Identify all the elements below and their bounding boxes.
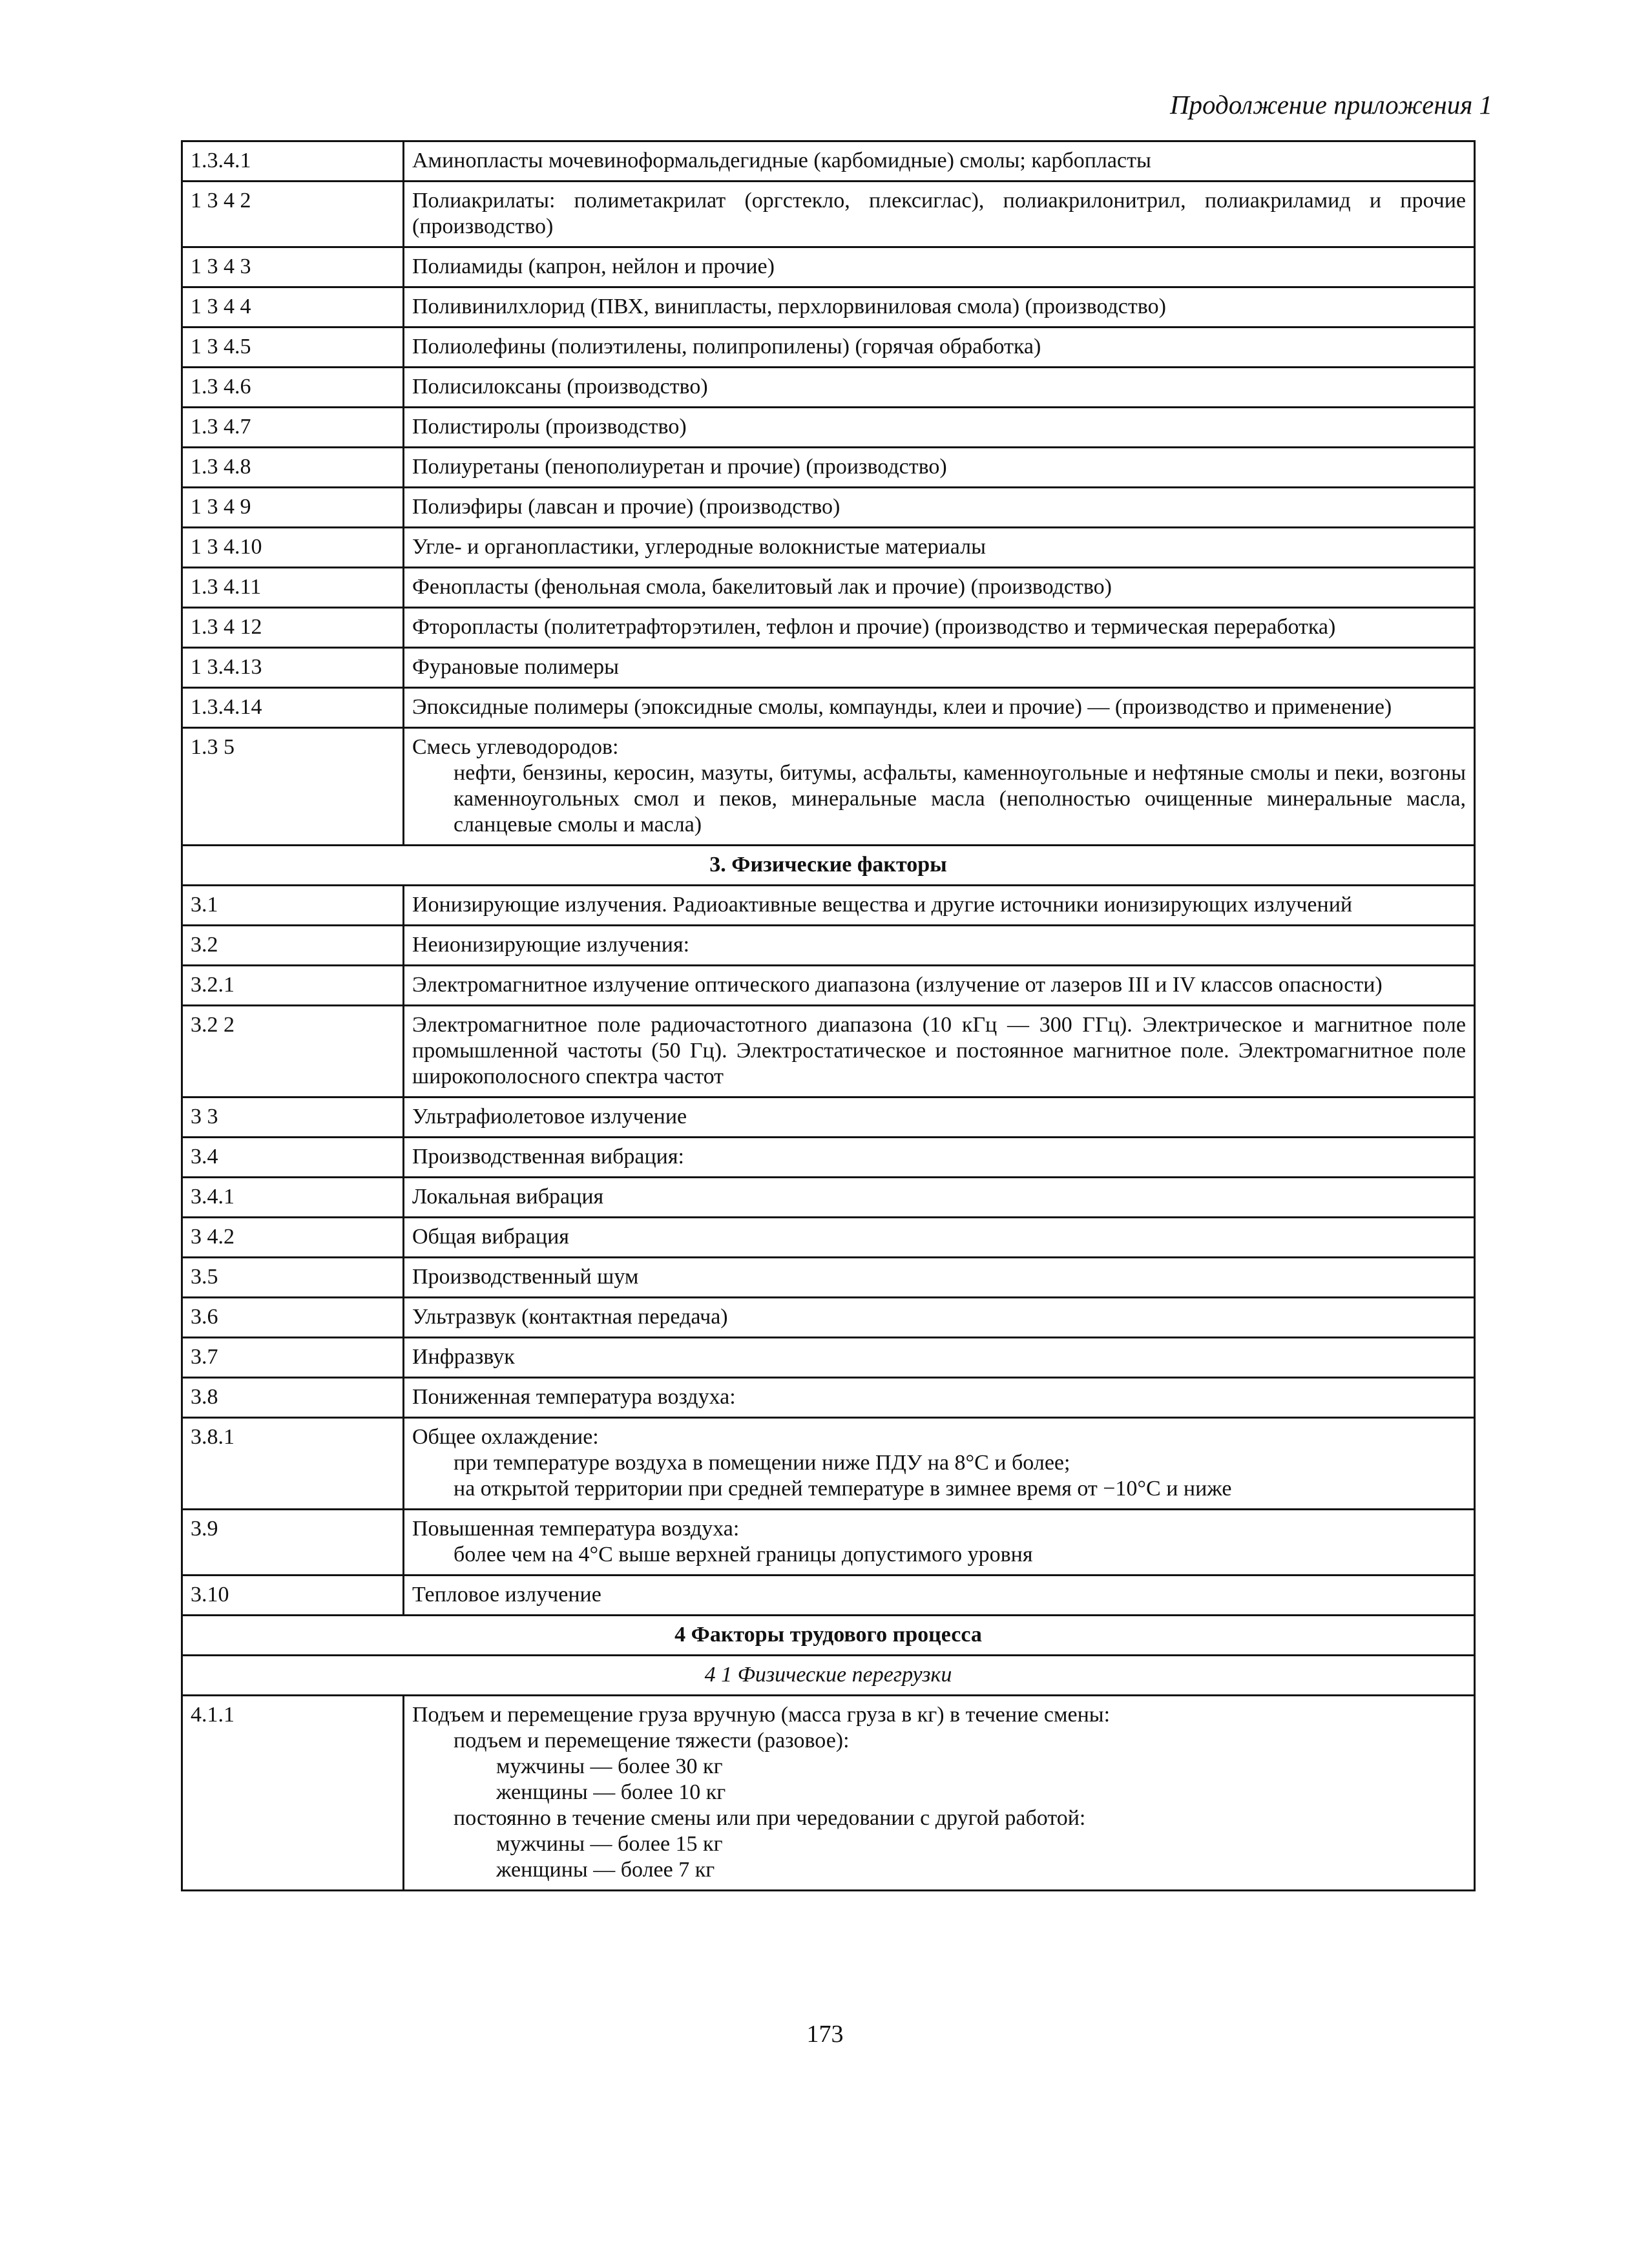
- factor-code: 3.6: [182, 1298, 404, 1338]
- factor-code: 1.3.4.1: [182, 141, 404, 182]
- factor-description: [404, 182, 1475, 247]
- factor-description: [404, 568, 1475, 608]
- factor-code: 4.1.1: [182, 1696, 404, 1891]
- table-row: [182, 1418, 1475, 1510]
- factor-code: 1 3 4 9: [182, 488, 404, 528]
- description-line: Общая вибрация: [412, 1225, 569, 1249]
- description-line: Производственный шум: [412, 1265, 639, 1289]
- table-row: [182, 1178, 1475, 1218]
- factor-description: [404, 966, 1475, 1006]
- table-row: [182, 1656, 1475, 1696]
- factor-description: [404, 1006, 1475, 1098]
- factor-code: 3.4.1: [182, 1178, 404, 1218]
- description-line: Локальная вибрация: [412, 1185, 604, 1209]
- table-row: [182, 1298, 1475, 1338]
- table-row: [182, 688, 1475, 728]
- factor-description: [404, 728, 1475, 846]
- table-row: [182, 488, 1475, 528]
- description-line: Аминопласты мочевиноформальдегидные (карбомидные) смолы; карбопласты: [412, 149, 1151, 172]
- factor-description: [404, 1178, 1475, 1218]
- description-line: Смесь углеводородов:: [412, 735, 619, 759]
- subsection-heading: 4 1 Физические перегрузки: [182, 1656, 1475, 1696]
- description-line: при температуре воздуха в помещении ниже ПДУ на 8°С и более;: [454, 1451, 1070, 1475]
- table-row: [182, 247, 1475, 287]
- factor-code: 1 3 4.10: [182, 528, 404, 568]
- table-row: [182, 1696, 1475, 1891]
- factor-code: 1 3.4.13: [182, 648, 404, 688]
- factor-code: 3.10: [182, 1576, 404, 1616]
- description-line: Пониженная температура воздуха:: [412, 1385, 736, 1409]
- table-row: [182, 1098, 1475, 1138]
- description-line: Полисилоксаны (производство): [412, 375, 708, 399]
- factor-description: [404, 408, 1475, 448]
- description-line: мужчины — более 30 кг: [496, 1754, 723, 1778]
- factor-code: 1 3 4.5: [182, 328, 404, 368]
- factor-description: [404, 648, 1475, 688]
- factor-description: [404, 1298, 1475, 1338]
- description-line: Электромагнитное излучение оптического диапазона (излучение от лазеров III и IV классов опасности): [412, 973, 1383, 997]
- factor-code: 3.7: [182, 1338, 404, 1378]
- description-line: Полистиролы (производство): [412, 415, 687, 439]
- description-line: Угле- и органопластики, углеродные волокнистые материалы: [412, 535, 986, 559]
- factor-description: [404, 448, 1475, 488]
- factor-code: 3.8: [182, 1378, 404, 1418]
- page-number: 173: [806, 2021, 844, 2048]
- factor-description: [404, 1418, 1475, 1510]
- table-row: [182, 1338, 1475, 1378]
- table-row: [182, 408, 1475, 448]
- description-line: Подъем и перемещение груза вручную (масса груза в кг) в течение смены:: [412, 1703, 1111, 1727]
- factor-code: 3.1: [182, 886, 404, 926]
- page-header: Продолжение приложения 1: [1169, 90, 1492, 120]
- description-line: Полиакрилаты: полиметакрилат (оргстекло, плексиглас), полиакрилонитрил, полиакриламид и прочие (производство): [412, 189, 1466, 238]
- factor-description: [404, 1338, 1475, 1378]
- table-row: [182, 926, 1475, 966]
- description-line: женщины — более 7 кг: [496, 1858, 715, 1882]
- description-line: Тепловое излучение: [412, 1583, 601, 1607]
- factors-table: [181, 140, 1476, 1891]
- factor-description: [404, 528, 1475, 568]
- factor-description: [404, 368, 1475, 408]
- table-row: [182, 886, 1475, 926]
- table-row: [182, 368, 1475, 408]
- table-row: [182, 1378, 1475, 1418]
- factor-code: 1 3 4 4: [182, 287, 404, 328]
- factor-code: 3 3: [182, 1098, 404, 1138]
- table-row: [182, 1576, 1475, 1616]
- factor-code: 1 3 4 3: [182, 247, 404, 287]
- table-row: [182, 1510, 1475, 1576]
- description-line: Ионизирующие излучения. Радиоактивные вещества и другие источники ионизирующих излучений: [412, 893, 1353, 917]
- table-row: [182, 1138, 1475, 1178]
- table-row: [182, 846, 1475, 886]
- factor-description: [404, 688, 1475, 728]
- table-row: [182, 1006, 1475, 1098]
- factor-description: [404, 1138, 1475, 1178]
- table-row: [182, 568, 1475, 608]
- table-row: [182, 966, 1475, 1006]
- description-line: Полиамиды (капрон, нейлон и прочие): [412, 255, 775, 278]
- factor-code: 3.2 2: [182, 1006, 404, 1098]
- table-row: [182, 287, 1475, 328]
- description-line: Неионизирующие излучения:: [412, 933, 690, 957]
- description-line: Электромагнитное поле радиочастотного диапазона (10 кГц — 300 ГГц). Электрическое и магнитное поле промышленной частоты (50 Гц). Электростатическое и постоянное магнитное поле. Электромагнитное поле широкополосного спектра частот: [412, 1013, 1466, 1088]
- description-line: Повышенная температура воздуха:: [412, 1517, 740, 1541]
- description-line: на открытой территории при средней температуре в зимнее время от −10°С и ниже: [454, 1477, 1232, 1501]
- factor-code: 1.3 4.11: [182, 568, 404, 608]
- factor-code: 1.3 4.8: [182, 448, 404, 488]
- section-heading: 3. Физические факторы: [182, 846, 1475, 886]
- table-row: [182, 1616, 1475, 1656]
- factor-description: [404, 328, 1475, 368]
- description-line: Поливинилхлорид (ПВХ, винипласты, перхлорвиниловая смола) (производство): [412, 295, 1166, 318]
- description-line: постоянно в течение смены или при чередовании с другой работой:: [454, 1806, 1086, 1830]
- description-line: Фурановые полимеры: [412, 655, 619, 679]
- factor-code: 1.3.4.14: [182, 688, 404, 728]
- factor-code: 3 4.2: [182, 1218, 404, 1258]
- factor-code: 3.5: [182, 1258, 404, 1298]
- table-row: [182, 1218, 1475, 1258]
- description-line: мужчины — более 15 кг: [496, 1832, 723, 1856]
- factor-description: [404, 1258, 1475, 1298]
- factor-code: 3.2.1: [182, 966, 404, 1006]
- description-line: Полиуретаны (пенополиуретан и прочие) (производство): [412, 455, 947, 479]
- factor-code: 1 3 4 2: [182, 182, 404, 247]
- description-line: нефти, бензины, керосин, мазуты, битумы, асфальты, каменноугольные и нефтяные смолы и пеки, возгоны каменноугольных смол и пеков, минеральные масла (неполностью очищенные минеральные масла, сланцевые смолы и масла): [454, 761, 1466, 837]
- description-line: Общее охлаждение:: [412, 1425, 599, 1449]
- factor-code: 3.4: [182, 1138, 404, 1178]
- factor-description: [404, 1098, 1475, 1138]
- factor-description: [404, 1576, 1475, 1616]
- factor-description: [404, 488, 1475, 528]
- factor-description: [404, 1510, 1475, 1576]
- description-line: Ультрафиолетовое излучение: [412, 1105, 687, 1129]
- factor-code: 1.3 5: [182, 728, 404, 846]
- factor-description: [404, 141, 1475, 182]
- factor-code: 1.3 4.7: [182, 408, 404, 448]
- factor-description: [404, 926, 1475, 966]
- description-line: Фторопласты (политетрафторэтилен, тефлон и прочие) (производство и термическая переработка): [412, 615, 1336, 639]
- factor-description: [404, 1378, 1475, 1418]
- factor-code: 3.2: [182, 926, 404, 966]
- description-line: подъем и перемещение тяжести (разовое):: [454, 1729, 850, 1753]
- table-row: [182, 648, 1475, 688]
- factor-code: 1.3 4.6: [182, 368, 404, 408]
- table-row: [182, 328, 1475, 368]
- factor-description: [404, 1218, 1475, 1258]
- table-row: [182, 141, 1475, 182]
- description-line: Полиэфиры (лавсан и прочие) (производство): [412, 495, 841, 519]
- factor-description: [404, 287, 1475, 328]
- table-row: [182, 728, 1475, 846]
- description-line: Инфразвук: [412, 1345, 515, 1369]
- factor-code: 1.3 4 12: [182, 608, 404, 648]
- description-line: Полиолефины (полиэтилены, полипропилены) (горячая обработка): [412, 335, 1041, 359]
- factor-description: [404, 608, 1475, 648]
- table-row: [182, 1258, 1475, 1298]
- table-row: [182, 528, 1475, 568]
- description-line: Фенопласты (фенольная смола, бакелитовый лак и прочие) (производство): [412, 575, 1112, 599]
- factor-description: [404, 1696, 1475, 1891]
- description-line: Ультразвук (контактная передача): [412, 1305, 728, 1329]
- factor-description: [404, 247, 1475, 287]
- description-line: Производственная вибрация:: [412, 1145, 684, 1169]
- factor-description: [404, 886, 1475, 926]
- table-row: [182, 448, 1475, 488]
- table-row: [182, 608, 1475, 648]
- description-line: женщины — более 10 кг: [496, 1780, 726, 1804]
- factor-code: 3.8.1: [182, 1418, 404, 1510]
- factor-code: 3.9: [182, 1510, 404, 1576]
- description-line: более чем на 4°С выше верхней границы допустимого уровня: [454, 1543, 1033, 1566]
- description-line: Эпоксидные полимеры (эпоксидные смолы, компаунды, клеи и прочие) — (производство и применение): [412, 695, 1392, 719]
- table-row: [182, 182, 1475, 247]
- section-heading: 4 Факторы трудового процесса: [182, 1616, 1475, 1656]
